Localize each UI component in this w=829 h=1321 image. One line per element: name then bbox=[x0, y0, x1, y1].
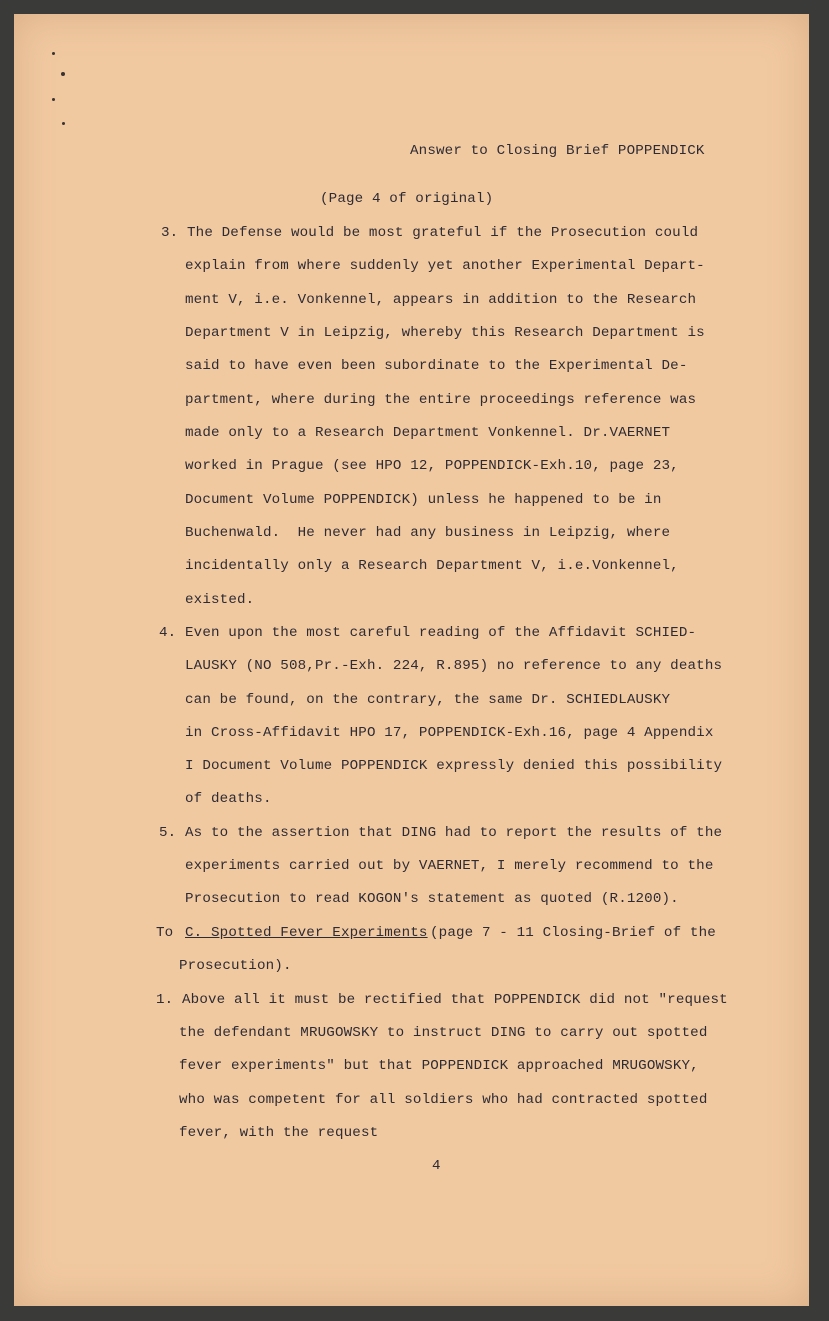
text-line: Prosecution). bbox=[179, 958, 292, 974]
text-line: 1. Above all it must be rectified that POPPENDICK did not "request bbox=[156, 992, 728, 1008]
text-line: Department V in Leipzig, whereby this Research Department is bbox=[185, 325, 705, 341]
text-line: LAUSKY (NO 508,Pr.-Exh. 224, R.895) no reference to any deaths bbox=[185, 658, 723, 674]
text-line: To bbox=[156, 925, 174, 941]
text-line: explain from where suddenly yet another Experimental Depart- bbox=[185, 258, 705, 274]
text-line: fever experiments" but that POPPENDICK approached MRUGOWSKY, bbox=[179, 1058, 699, 1074]
document-page bbox=[14, 14, 809, 1306]
text-line: made only to a Research Department Vonkennel. Dr.VAERNET bbox=[185, 425, 671, 441]
text-line: incidentally only a Research Department V, i.e.Vonkennel, bbox=[185, 558, 679, 574]
text-line: who was competent for all soldiers who had contracted spotted bbox=[179, 1092, 708, 1108]
text-line: Prosecution to read KOGON's statement as quoted (R.1200). bbox=[185, 891, 679, 907]
text-line: 3. The Defense would be most grateful if the Prosecution could bbox=[161, 225, 699, 241]
page-number: 4 bbox=[432, 1158, 441, 1174]
text-line: can be found, on the contrary, the same Dr. SCHIEDLAUSKY bbox=[185, 692, 671, 708]
page-reference: (Page 4 of original) bbox=[320, 191, 494, 207]
text-line: said to have even been subordinate to the Experimental De- bbox=[185, 358, 688, 374]
punch-mark bbox=[61, 72, 65, 76]
text-line: worked in Prague (see HPO 12, POPPENDICK-Exh.10, page 23, bbox=[185, 458, 679, 474]
text-line: 4. Even upon the most careful reading of the Affidavit SCHIED- bbox=[159, 625, 697, 641]
text-line: I Document Volume POPPENDICK expressly denied this possibility bbox=[185, 758, 723, 774]
text-line: experiments carried out by VAERNET, I merely recommend to the bbox=[185, 858, 714, 874]
text-line: existed. bbox=[185, 592, 255, 608]
text-line: fever, with the request bbox=[179, 1125, 379, 1141]
text-line: in Cross-Affidavit HPO 17, POPPENDICK-Exh.16, page 4 Appendix bbox=[185, 725, 714, 741]
header: Answer to Closing Brief POPPENDICK bbox=[410, 143, 705, 159]
text-line: the defendant MRUGOWSKY to instruct DING to carry out spotted bbox=[179, 1025, 708, 1041]
text-line: of deaths. bbox=[185, 791, 272, 807]
text-line: partment, where during the entire proceedings reference was bbox=[185, 392, 697, 408]
punch-mark bbox=[52, 98, 55, 101]
text-line: (page 7 - 11 Closing-Brief of the bbox=[430, 925, 716, 941]
punch-mark bbox=[52, 52, 55, 55]
text-line: Document Volume POPPENDICK) unless he happened to be in bbox=[185, 492, 662, 508]
text-line: 5. As to the assertion that DING had to report the results of the bbox=[159, 825, 723, 841]
text-line: ment V, i.e. Vonkennel, appears in addition to the Research bbox=[185, 292, 697, 308]
section-heading: C. Spotted Fever Experiments bbox=[185, 925, 428, 941]
text-line: Buchenwald. He never had any business in Leipzig, where bbox=[185, 525, 671, 541]
punch-mark bbox=[62, 122, 65, 125]
